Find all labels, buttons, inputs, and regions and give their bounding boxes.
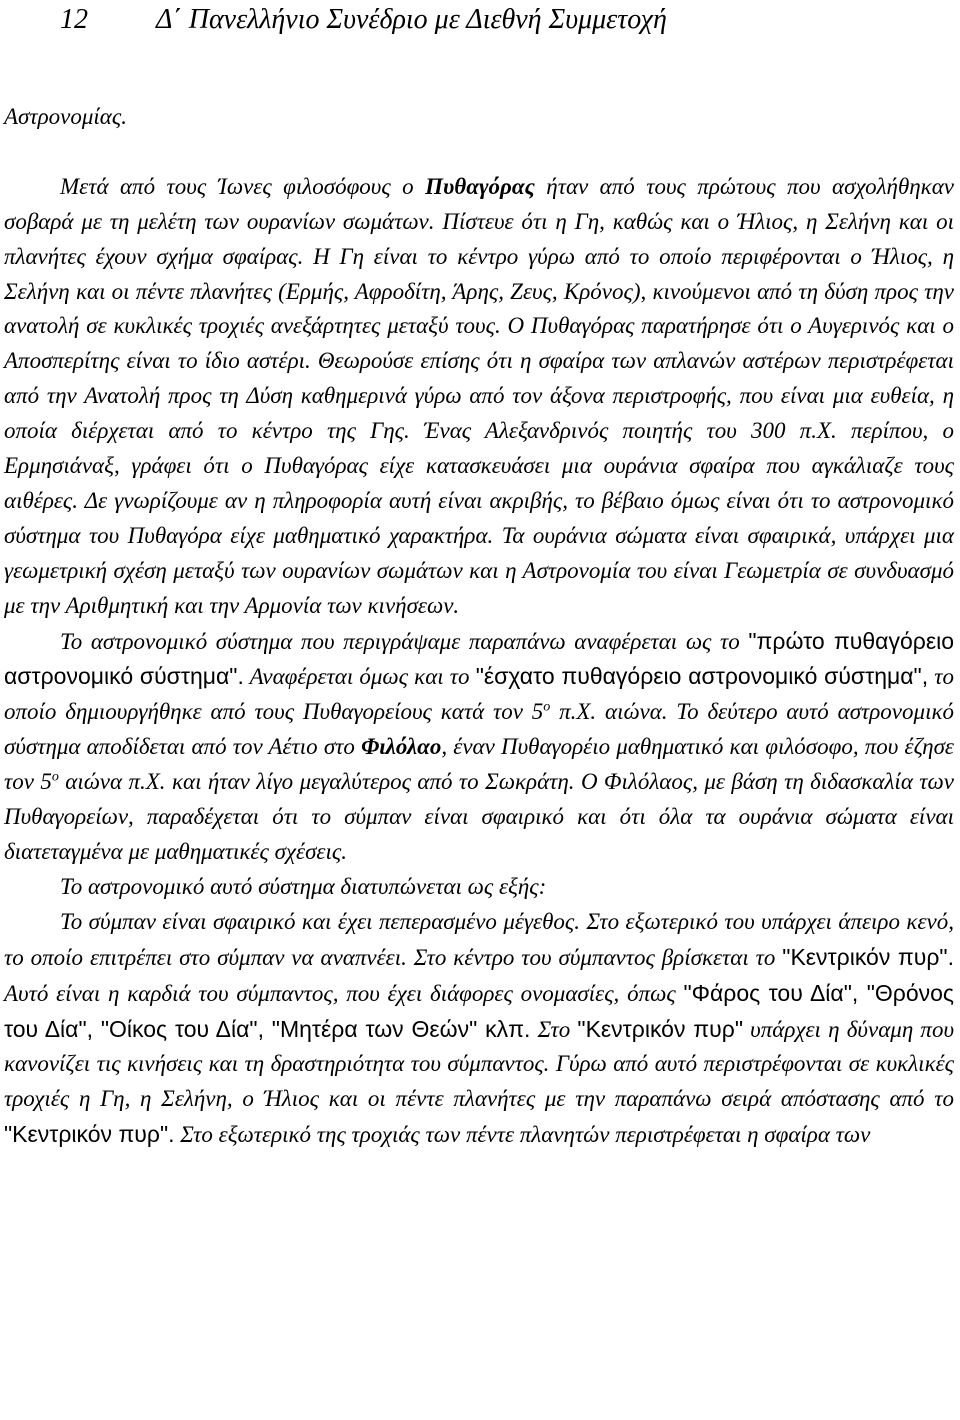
- text-run: Το σύμπαν είναι σφαιρικό και έχει πεπερασμένο μέγεθος. Στο εξωτερικό του υπάρχει άπειρο κενό, το οποίο επιτρέπει στο σύμπαν να αναπνέει. Στο κέντρο του σύμπαντος βρίσκεται το: [4, 908, 954, 970]
- paragraph: [4, 870, 954, 905]
- text-run: ήταν από τους πρώτους που ασχολήθηκαν σοβαρά με τη μελέτη των ουρανίων σωμάτων. Πίστευε ότι η Γη, καθώς και ο Ήλιος, η Σελήνη και οι πλανήτες έχουν σχήμα σφαίρας. Η Γη είναι το κέντρο γύρω από το οποίο περιφέρονται ο Ήλιος, η Σελήνη και οι πέντε πλανήτες (Ερμής, Αφροδίτη, Άρης, Ζευς, Κρόνος), κινούμενοι από τη δύση προς την ανατολή σε κυκλικές τροχιές ανεξάρτητες μεταξύ τους. Ο Πυθαγόρας παρατήρησε ότι ο Αυγερινός και ο Αποσπερίτης είναι το ίδιο αστέρι. Θεωρούσε επίσης ότι η σφαίρα των απλανών αστέρων περιστρέφεται από την Ανατολή προς τη Δύση καθημερινά γύρω από τον άξονα περιστροφής, που είναι μια ευθεία, η οποία διέρχεται από το κέντρο της Γης. Ένας Αλεξανδρινός ποιητής του 300 π.Χ. περίπου, ο Ερμησιάναξ, γράφει ότι ο Πυθαγόρας είχε κατασκευάσει μια ουράνια σφαίρα που αγκάλιαζε τους αιθέρες. Δε γνωρίζουμε αν η πληροφορία αυτή είναι ακριβής, το βέβαιο όμως είναι ότι το αστρονομικό σύστημα του Πυθαγόρα είχε μαθηματικό χαρακτήρα. Τα ουράνια σώματα είναι σφαιρικά, υπάρχει μια γεωμετρική σχέση μεταξύ των ουρανίων σωμάτων και η Αστρονομία του είναι Γεωμετρία σε συνδυασμό με την Αριθμητική και την Αρμονία των κινήσεων.: [4, 173, 954, 618]
- paragraph: [4, 100, 954, 135]
- text-run: ο: [543, 699, 551, 715]
- text-run: "Κεντρικόν πυρ".: [782, 943, 954, 970]
- text-run: "έσχατο πυθαγόρειο αστρονομικό σύστημα",: [475, 663, 929, 690]
- text-run: "Κεντρικόν πυρ": [577, 1015, 743, 1042]
- text-run: Το αστρονομικό σύστημα που περιγράψαμε παραπάνω αναφέρεται ως το: [60, 628, 749, 654]
- paragraph: [4, 905, 954, 1153]
- text-run: Αστρονομίας.: [4, 104, 127, 129]
- text-run: Στο εξωτερικό της τροχιάς των πέντε πλανητών περιστρέφεται η σφαίρα των: [174, 1122, 871, 1148]
- paragraph: [4, 624, 954, 870]
- text-run: "πρώτο πυθαγόρειο αστρονομικό σύστημα".: [4, 627, 954, 690]
- text-run: Αναφέρεται όμως και το: [243, 664, 476, 690]
- text-run: "Φάρος του Δία", "Θρόνος του Δία", "Οίκος του Δία", "Μητέρα των Θεών" κλπ.: [4, 979, 954, 1042]
- text-run: π.Χ. αιώνα. Το δεύτερο αυτό αστρονομικό σύστημα αποδίδεται από τον Αέτιο στο: [4, 699, 954, 760]
- text-run: υπάρχει η δύναμη που κανονίζει τις κινήσεις και τη δραστηριότητα του σύμπαντος. Γύρω από αυτό περιστρέφονται σε κυκλικές τροχιές η Γη, η Σελήνη, ο Ήλιος και οι πέντε πλανήτες με την παραπάνω σειρά απόστασης από το: [4, 1016, 954, 1112]
- text-run: ο: [51, 769, 59, 785]
- running-header: [60, 3, 667, 37]
- text-run: Φιλόλαο: [361, 734, 442, 760]
- text-run: Το αστρονομικό αυτό σύστημα διατυπώνεται ως εξής:: [60, 873, 547, 899]
- text-run: Αυτό είναι η καρδιά του σύμπαντος, που έχει διάφορες ονομασίες, όπως: [4, 980, 684, 1006]
- text-run: , έναν Πυθαγορέιο μαθηματικό και φιλόσοφο, που έζησε τον 5: [4, 734, 954, 795]
- running-title: Δ΄ Πανελλήνιο Συνέδριο με Διεθνή Συμμετοχή: [156, 4, 667, 35]
- text-run: Πυθαγόρας: [425, 173, 535, 199]
- page-number: 12: [60, 4, 88, 35]
- text-run: το οποίο δημιουργήθηκε από τους Πυθαγορείους κατά τον 5: [4, 664, 954, 725]
- paragraph: [4, 170, 954, 624]
- text-run: αιώνα π.Χ. και ήταν λίγο μεγαλύτερος από το Σωκράτη. Ο Φιλόλαος, με βάση τη διδασκαλία των Πυθαγορείων, παραδέχεται ότι το σύμπαν είναι σφαιρικό και ότι όλα τα ουράνια σώματα είναι διατεταγμένα με μαθηματικές σχέσεις.: [4, 769, 954, 865]
- text-run: Στο: [530, 1016, 578, 1042]
- text-run: "Κεντρικόν πυρ".: [4, 1121, 175, 1148]
- body-text: [4, 100, 954, 1153]
- text-run: Μετά από τους Ίωνες φιλοσόφους ο: [60, 173, 426, 199]
